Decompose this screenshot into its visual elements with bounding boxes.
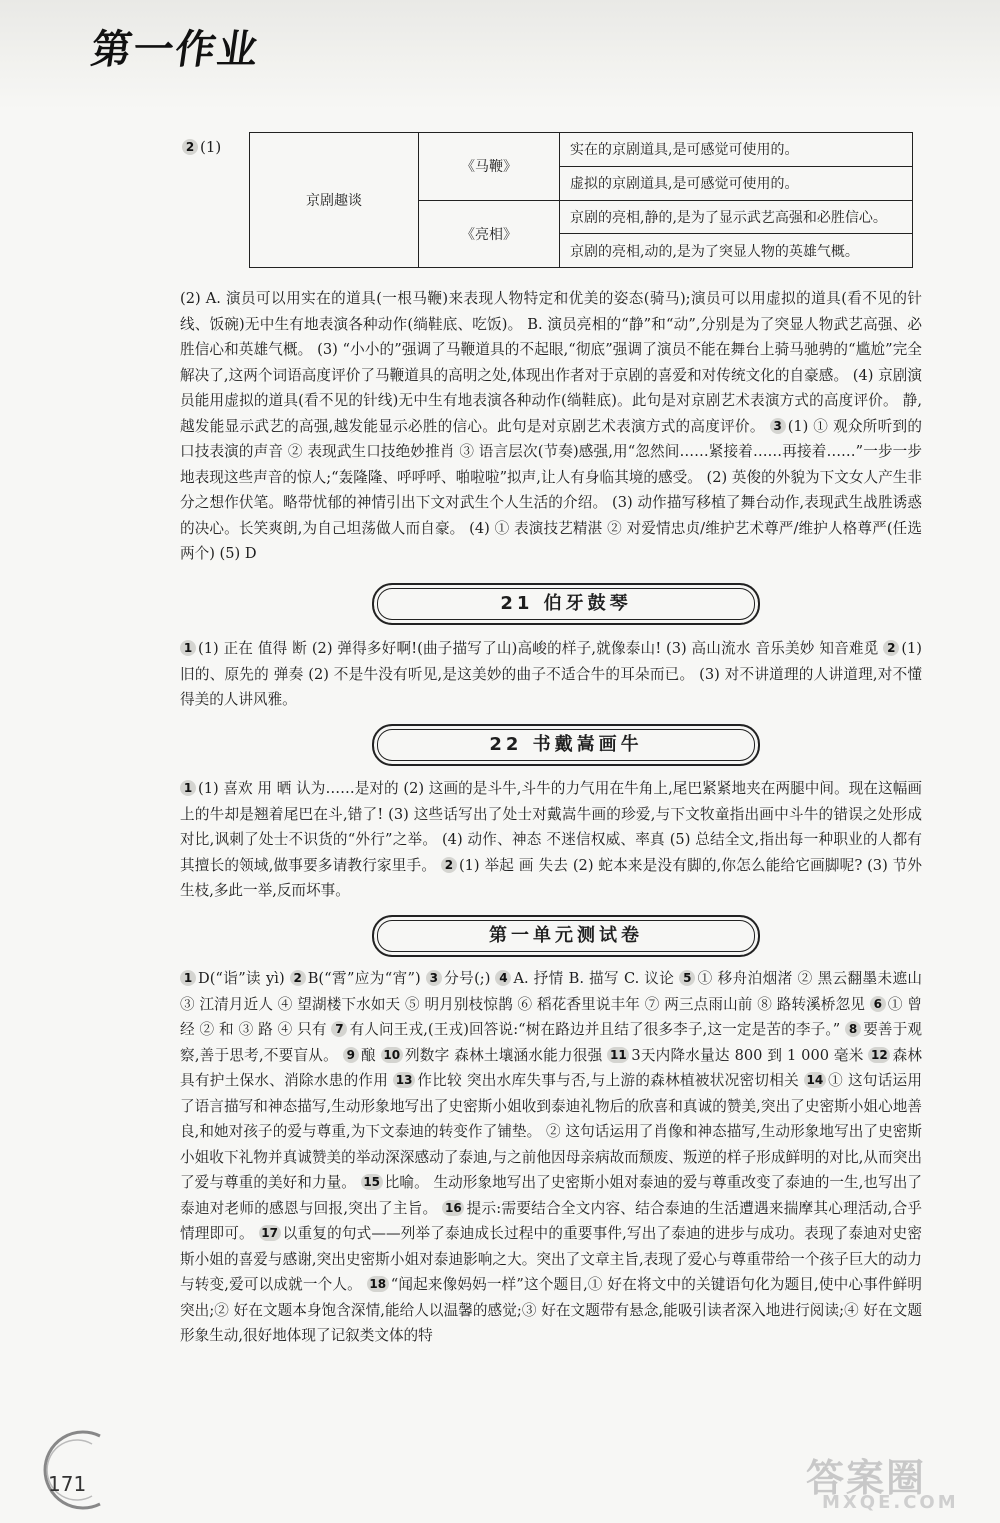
answer-text: 以重复的句式——列举了泰迪成长过程中的重要事件,写出了泰迪的进步与成功。表现了泰迪对史密斯小姐的喜爱与感谢,突出史密斯小姐对泰迪影响之大。突出了文章主旨,表现了爱心与尊重带给一个孩子巨大的动力与转变,爱可以成就一个人。	[180, 1225, 922, 1293]
answer-text: 比喻。 生动形象地写出了史密斯小姐对泰迪的爱与尊重改变了泰迪的一生,也写出了泰迪对老师的感恩与回报,突出了主旨。	[180, 1174, 922, 1217]
question-number-badge: 12	[868, 1047, 890, 1063]
question-number-badge: 2	[182, 139, 198, 155]
answer-text: 提示:需要结合全文内容、结合泰迪的生活遭遇来揣摩其心理活动,合乎情理即可。	[180, 1199, 923, 1242]
answer-text: 3天内降水量达 800 到 1 000 毫米	[631, 1046, 864, 1064]
answer-text: 列数字 森林土壤涵水能力很强	[404, 1046, 603, 1064]
section-title-21: 21 伯牙鼓琴	[372, 583, 760, 625]
question-number-badge: 13	[393, 1072, 415, 1088]
question-number-badge: 2	[441, 857, 457, 873]
answer-text: ① 这句话运用了语言描写和神态描写,生动形象地写出了史密斯小姐收到泰迪礼物后的欣喜和真诚的赞美,突出了史密斯小姐心地善良,和她对孩子的爱与尊重,为下文泰迪的转变作了铺垫。 ② 这句话运用了肖像和神态描写,生动形象地写出了史密斯小姐收下礼物并真诚赞美的举动深深感动了泰迪,与之前他因母亲病故而颓废、叛逆的样子形成鲜明的对比,从而突出了爱与尊重的美好和力量。	[180, 1072, 923, 1191]
question-number-badge: 4	[495, 970, 511, 986]
table-cell: 实在的京剧道具,是可感觉可使用的。	[560, 133, 913, 167]
question-number-badge: 11	[607, 1047, 629, 1063]
question-number-badge: 15	[361, 1174, 383, 1190]
answer-text: (1) 正在 值得 断 (2) 弹得多好啊!(曲子描写了山)高峻的样子,就像泰山! (3) 高山流水 音乐美妙 知音难觅	[198, 640, 879, 657]
answer-block-22	[180, 776, 922, 904]
answer-text: (1) ① 观众所听到的口技表演的声音 ② 表现武生口技绝妙推肖 ③ 语言层次(节奏)感强,用“忽然间……紧接着……再接着……”一步一步地表现这些声音的惊人;“轰隆隆、呼呼呼、啪啦啦”拟声,让人有身临其境的感受。 (2) 英俊的外貌为下文女人产生非分之想作伏笔。略带忧郁的神情引出下文对武生个人生活的介绍。 (3) 动作描写移植了舞台动作,表现武生战胜诱惑的决心。长笑爽朗,为自己坦荡做人而自豪。 (4) ① 表演技艺精湛 ② 对爱情忠贞/维护艺术尊严/维护人格尊严(任选两个) (5) D	[180, 417, 923, 562]
answer-block-1	[180, 286, 922, 567]
question-number-badge: 6	[870, 996, 886, 1012]
question-number-badge: 2	[883, 640, 899, 656]
question-number-badge: 3	[426, 970, 442, 986]
question-number-badge: 5	[679, 970, 695, 986]
answer-text: “闻起来像妈妈一样”这个题目,① 好在将文中的关键语句化为题目,使中心事件鲜明突出;② 好在文题本身饱含深情,能给人以温馨的感觉;③ 好在文题带有悬念,能吸引读者深入地进行阅读;④ 好在文题形象生动,很好地体现了记叙类文体的特	[180, 1276, 923, 1344]
answer-text: D(“诣”读 yì)	[198, 970, 285, 987]
question-number-badge: 1	[180, 780, 196, 796]
question-number-badge: 8	[845, 1021, 861, 1037]
question-number-badge: 2	[290, 970, 306, 986]
answer-text: 要善于观察,善于思考,不要盲从。	[180, 1021, 923, 1064]
answer-text: 酿	[360, 1046, 376, 1064]
answer-text: ① 移舟泊烟渚 ② 黑云翻墨未遮山 ③ 江清月近人 ④ 望湖楼下水如天 ⑤ 明月别枝惊鹊 ⑥ 稻花香里说丰年 ⑦ 两三点雨山前 ⑧ 路转溪桥忽见	[180, 970, 923, 1013]
answer-text: (1) 喜欢 用 晒 认为……是对的 (2) 这画的是斗牛,斗牛的力气用在牛角上,尾巴紧紧地夹在两腿中间。现在这幅画上的牛却是翘着尾巴在斗,错了! (3) 这些话写出了处士对戴嵩牛画的珍爱,与下文牧童指出画中斗牛的错误之处形成对比,讽刺了处士不识货的“外行”之举。 (4) 动作、神态 不迷信权威、率真 (5) 总结全文,指出每一种职业的人都有其擅长的领域,做事要多请教行家里手。	[180, 780, 922, 874]
answer-text: B(“霄”应为“宵”)	[307, 970, 421, 987]
answer-block-21	[180, 636, 922, 713]
question-number-badge: 3	[770, 418, 786, 434]
question-number-badge: 10	[381, 1047, 403, 1063]
q2-sub-label: (1)	[200, 138, 222, 156]
section-title-unit-test: 第一单元测试卷	[372, 915, 760, 957]
answer-text: A. 抒情 B. 描写 C. 议论	[513, 970, 675, 987]
page-corner-arc-icon	[40, 1430, 120, 1510]
question-number-badge: 9	[343, 1047, 359, 1063]
table-main-label: 京剧趣谈	[250, 133, 419, 268]
question-number-badge: 16	[442, 1200, 464, 1216]
answer-text: ① 曾经 ② 和 ③ 路 ④ 只有	[180, 995, 922, 1038]
watermark-logo: 答案圈	[806, 1456, 927, 1500]
answer-text: (1) 旧的、原先的 弹奏 (2) 不是牛没有听见,是这美妙的曲子不适合牛的耳朵而已。 (3) 对不讲道理的人讲道理,对不懂得美的人讲风雅。	[180, 640, 922, 708]
answer-text: (2) A. 演员可以用实在的道具(一根马鞭)来表现人物特定和优美的姿态(骑马);演员可以用虚拟的道具(看不见的针线、饭碗)无中生有地表演各种动作(绱鞋底、吃饭)。 B. 演员亮相的“静”和“动”,分别是为了突显人物武艺高强、必胜信心和英雄气概。 (3) “小小的”强调了马鞭道具的不起眼,“彻底”强调了演员不能在舞台上骑马驰骋的“尴尬”完全解决了,这两个词语高度评价了马鞭道具的高明之处,体现出作者对于京剧的喜爱和对传统文化的自豪感。 (4) 京剧演员能用虚拟的道具(看不见的针线)无中生有地表演各种动作(绱鞋底)。此句是对京剧艺术表演方式的高度评价。 静,越发能显示武艺的高强,越发能显示必胜的信心。此句是对京剧艺术表演方式的高度评价。	[180, 290, 922, 435]
question-number-badge: 17	[259, 1225, 281, 1241]
table-topic-mabian: 《马鞭》	[419, 133, 560, 201]
question-number-badge: 1	[180, 970, 196, 986]
question-number-badge: 14	[804, 1072, 826, 1088]
answer-text: (1) 举起 画 失去 (2) 蛇本来是没有脚的,你怎么能给它画脚呢? (3) 节外生枝,多此一举,反而坏事。	[180, 856, 922, 899]
watermark-url: MXQE.COM	[822, 1492, 959, 1513]
answer-text: 有人问王戎,(王戎)回答说:“树在路边并且结了很多李子,这一定是苦的李子。”	[349, 1021, 841, 1038]
q2-label	[182, 138, 221, 156]
question-number-badge: 7	[331, 1021, 347, 1037]
table-cell: 京剧的亮相,静的,是为了显示武艺高强和必胜信心。	[560, 200, 913, 234]
answer-block-unit-test	[180, 966, 922, 1349]
table-cell: 京剧的亮相,动的,是为了突显人物的英雄气概。	[560, 234, 913, 268]
answer-text: 作比较 突出水库失事与否,与上游的森林植被状况密切相关	[417, 1072, 799, 1089]
page-number: 171	[48, 1472, 87, 1496]
answer-text: 分号(;)	[443, 970, 491, 987]
question-number-badge: 18	[367, 1276, 389, 1292]
header-title: 第一作业	[88, 27, 263, 73]
table-cell: 虚拟的京剧道具,是可感觉可使用的。	[560, 166, 913, 200]
table-topic-liangxiang: 《亮相》	[419, 200, 560, 268]
question-number-badge: 1	[180, 640, 196, 656]
answer-text: 森林具有护土保水、消除水患的作用	[180, 1046, 923, 1089]
section-title-22: 22 书戴嵩画牛	[372, 724, 760, 766]
summary-table	[249, 132, 913, 268]
